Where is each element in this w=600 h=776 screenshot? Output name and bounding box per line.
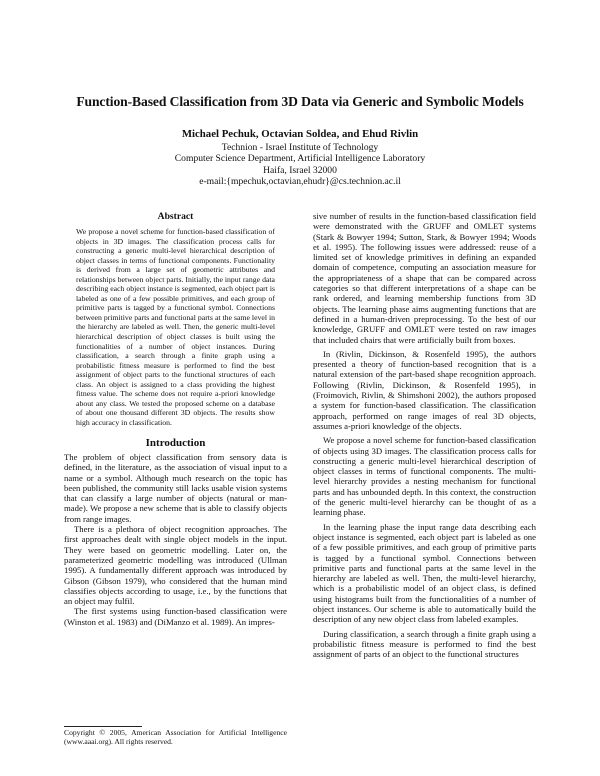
affiliation-institute: Technion - Israel Institute of Technology bbox=[221, 142, 379, 153]
affiliation-email: e-mail:{mpechuk,octavian,ehudr}@cs.technion.ac.il bbox=[199, 176, 401, 188]
paper-title: Function-Based Classification from 3D Data via Generic and Symbolic Models bbox=[76, 94, 524, 109]
copyright-notice: Copyright © 2005, American Association for Artificial Intelligence (www.aaai.org). All rights reserved. bbox=[64, 728, 287, 747]
footnote-divider bbox=[64, 726, 142, 727]
right-paragraph-2: In (Rivlin, Dickinson, & Rosenfeld 1995), the authors presented a theory of function-based recognition that is a natural extension of the part-based shape recognition approach. Following (Rivlin, Dickinson, & Rosenfeld 1995), in (Froimovich, Rivlin, & Shimshoni 2002), the authors proposed a system for function-based classification. The classification approach, performed on range images of real 3D objects, assumes a-priori knowledge of the objects. bbox=[313, 348, 536, 431]
author-list: Michael Pechuk, Octavian Soldea, and Ehud Rivlin bbox=[181, 128, 419, 140]
abstract-paragraph: We propose a novel scheme for function-based classification of objects in 3D images. The classification process calls for constructing a generic multi-level hierarchical description of object classes in terms of functional components. Functionality is derived from a large set of geometric attributes and relationships between object parts. Initially, the input range data describing each object instance is segmented, each object part is labeled as one of a few possible primitives, and each group of primitive parts is tagged by a functional symbol. Connections between primitive parts and functional parts at the same level in the hierarchy are labeled as well. Then, the generic multi-level hierarchical description of object classes is built using the functionalities of a number of object instances. During classification, a search through a finite graph using a probabilistic fitness measure is performed to find the best assignment of object parts to the functional structures of each class. An object is assigned to a class providing the highest fitness value. The scheme does not require a-priori knowledge about any class. We tested the proposed scheme on a database of about one thousand different 3D objects. The results show high accuracy in classification. bbox=[76, 227, 275, 427]
abstract-body bbox=[76, 227, 275, 427]
affiliation-city: Haifa, Israel 32000 bbox=[263, 164, 337, 176]
right-paragraph-4: In the learning phase the input range data describing each object instance is segmented, each object part is labeled as one of a few possible primitives, and each group of primitive parts is tagged by a functional symbol. Connections between primitive parts and functional parts at the same level in the hierarchy are labeled as well. Then, the multi-level hierarchy, which is a probabilistic model of an object class, is defined using histograms built from the functionalities of a number of object instances. Our scheme is able to automatically build the description of any new object class from labeled examples. bbox=[313, 521, 536, 625]
right-paragraph-5: During classification, a search through a finite graph using a probabilistic fitness measure is performed to find the best assignment of parts of an object to the functional structures bbox=[313, 628, 536, 660]
intro-paragraph-1: The problem of object classification from sensory data is defined, in the literature, as the association of visual input to a name or a symbol. Although much research on the topic has been published, the community still lacks usable vision systems that can classify a large number of objects (natural or man-made). We propose a new scheme that is able to classify objects from range images. bbox=[64, 452, 287, 524]
introduction-body bbox=[64, 452, 287, 627]
introduction-heading: Introduction bbox=[145, 437, 206, 449]
affiliation-department: Computer Science Department, Artificial Intelligence Laboratory bbox=[174, 153, 426, 165]
affiliation-block bbox=[0, 142, 600, 188]
right-paragraph-1: sive number of results in the function-based classification field were demonstrated with the GRUFF and OMLET systems (Stark & Bowyer 1994; Sutton, Stark, & Bowyer 1994; Woods et al. 1995). The following issues were addressed: reuse of a limited set of knowledge primitives in defining an expanded domain of competence, computing an association measure for the appropriateness of a shape that can be compared across categories so that different interpretations of a shape can be rank ordered, and learning membership functions from 3D objects. The learning phase aims augmenting functions that are defined in a human-driven preprocessing. To the best of our knowledge, GRUFF and OMLET were tested on raw images that included chairs that were artificially built from boxes. bbox=[313, 211, 536, 345]
right-column-body bbox=[313, 211, 536, 659]
right-paragraph-3: We propose a novel scheme for function-based classification of objects using 3D images. The classification process calls for constructing a generic multi-level hierarchical description of object classes in terms of functional components. The multi-level hierarchy provides a nesting mechanism for functional parts and has unbounded depth. In this context, the construction of the generic multi-level hierarchy can be thought of as a learning phase. bbox=[313, 435, 536, 518]
abstract-heading: Abstract bbox=[157, 211, 194, 222]
intro-paragraph-3: The first systems using function-based classification were (Winston et al. 1983) and (DiManzo et al. 1989). An impres- bbox=[64, 606, 287, 627]
intro-paragraph-2: There is a plethora of object recognition approaches. The first approaches dealt with single object models in the input. They were based on geometric modelling. Later on, the parameterized geometric modelling was introduced (Ullman 1995). A fundamentally different approach was introduced by Gibson (Gibson 1979), who considered that the human mind classifies objects according to usage, i.e., by the functions that an object may fulfil. bbox=[64, 524, 287, 607]
